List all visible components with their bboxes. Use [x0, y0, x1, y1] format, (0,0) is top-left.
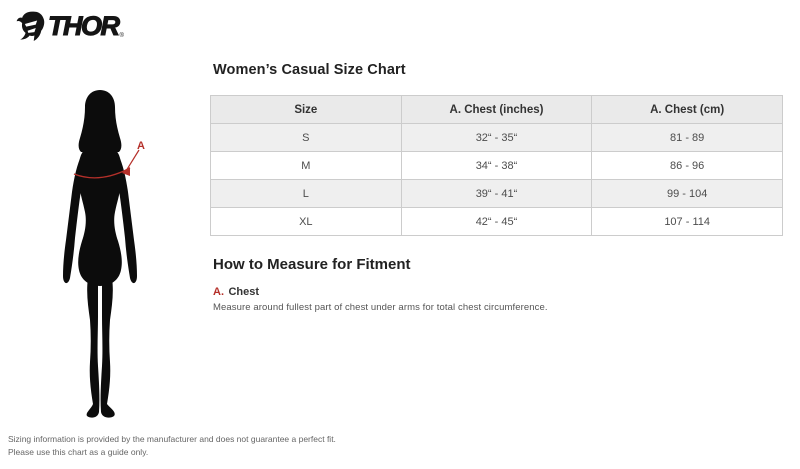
measure-key-a: A.: [213, 286, 224, 298]
column-header-cm: A. Chest (cm): [592, 96, 783, 124]
table-row: [211, 208, 783, 236]
sizing-disclaimer: [8, 433, 336, 459]
table-header-row: [211, 96, 783, 124]
column-header-size: Size: [211, 96, 402, 124]
size-cell: XL: [211, 208, 402, 236]
measure-item-label: [213, 282, 783, 300]
measurement-figure: [50, 86, 150, 420]
measure-name-chest: Chest: [228, 286, 260, 298]
inches-cell: 32“ - 35“: [401, 124, 592, 152]
inches-cell: 34“ - 38“: [401, 152, 592, 180]
cm-cell: 81 - 89: [592, 124, 783, 152]
size-chart-title: Women’s Casual Size Chart: [213, 62, 406, 78]
registered-trademark-symbol: ®: [119, 33, 124, 39]
size-chart-table: [210, 95, 783, 236]
disclaimer-line-1: Sizing information is provided by the manufacturer and does not guarantee a perfect fit.: [8, 434, 336, 444]
inches-cell: 42“ - 45“: [401, 208, 592, 236]
table-row: [211, 152, 783, 180]
cm-cell: 86 - 96: [592, 152, 783, 180]
measure-description: Measure around fullest part of chest under arms for total chest circumference.: [213, 302, 548, 313]
thor-logo: [16, 7, 124, 45]
inches-cell: 39“ - 41“: [401, 180, 592, 208]
logo-wordmark: THOR: [48, 11, 119, 41]
size-cell: S: [211, 124, 402, 152]
woman-silhouette: [50, 86, 150, 420]
size-chart-content: [210, 62, 783, 313]
column-header-inches: A. Chest (inches): [401, 96, 592, 124]
table-row: [211, 124, 783, 152]
measure-item-chest: [210, 282, 783, 313]
cm-cell: 107 - 114: [592, 208, 783, 236]
table-row: [211, 180, 783, 208]
size-cell: M: [211, 152, 402, 180]
how-to-measure-title: How to Measure for Fitment: [213, 256, 411, 273]
size-cell: L: [211, 180, 402, 208]
disclaimer-line-2: Please use this chart as a guide only.: [8, 447, 149, 457]
cm-cell: 99 - 104: [592, 180, 783, 208]
measurement-marker-a: A: [137, 140, 145, 152]
thor-helmet-icon: [16, 7, 46, 45]
